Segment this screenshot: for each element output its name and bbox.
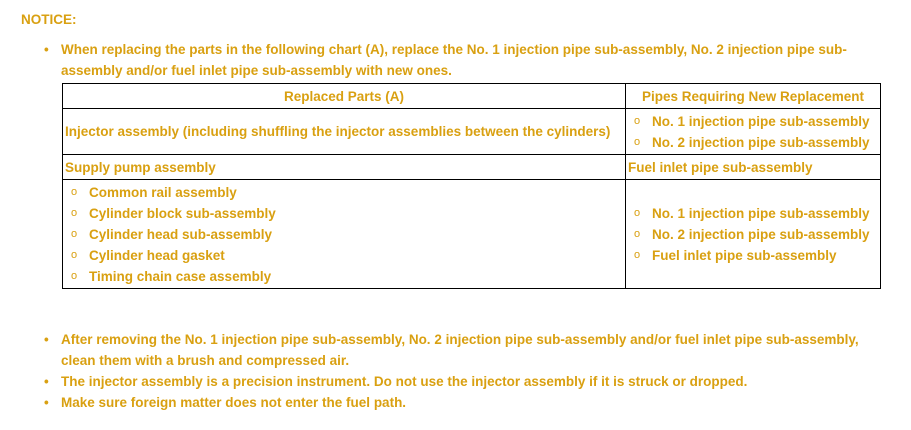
note-bullet: [44, 392, 884, 413]
note-text: The injector assembly is a precision instrument. Do not use the injector assembly if it is struck or dropped.: [61, 374, 748, 389]
list-item-text: Cylinder block sub-assembly: [89, 205, 276, 221]
circle-bullet-icon: o: [634, 206, 641, 219]
circle-bullet-icon: o: [71, 206, 78, 219]
list-item: [628, 111, 878, 132]
list-item-text: No. 2 injection pipe sub-assembly: [652, 134, 870, 150]
note-bullet: [44, 371, 884, 392]
list-item: [65, 182, 623, 203]
circle-bullet-icon: o: [634, 114, 641, 127]
note-text: Make sure foreign matter does not enter the fuel path.: [61, 395, 407, 410]
circle-bullet-icon: o: [634, 248, 641, 261]
list-item: [628, 224, 878, 245]
table-cell-pipes: [626, 180, 881, 289]
table-cell-parts: [63, 180, 626, 289]
note-line-2: clean them with a brush and compressed air.: [61, 353, 350, 368]
table-cell-pipes: [626, 109, 881, 155]
circle-bullet-icon: o: [71, 227, 78, 240]
list-item: [65, 266, 623, 287]
circle-bullet-icon: o: [634, 227, 641, 240]
list-item-text: No. 1 injection pipe sub-assembly: [652, 205, 870, 221]
pipe-list: [628, 203, 878, 266]
table-row: [63, 155, 881, 180]
replacement-chart: [62, 83, 881, 289]
list-item: [65, 245, 623, 266]
table-row: [63, 109, 881, 155]
list-item-text: No. 1 injection pipe sub-assembly: [652, 113, 870, 129]
table-header-row: [63, 84, 881, 109]
note-text: [61, 329, 881, 371]
list-item-text: Cylinder head gasket: [89, 247, 225, 263]
list-item-text: No. 2 injection pipe sub-assembly: [652, 226, 870, 242]
list-item-text: Cylinder head sub-assembly: [89, 226, 273, 242]
notice-title: NOTICE:: [21, 12, 77, 27]
table-row: [63, 180, 881, 289]
list-item-text: Timing chain case assembly: [89, 268, 272, 284]
bullet-icon: •: [44, 42, 49, 57]
note-line-1: After removing the No. 1 injection pipe sub-assembly, No. 2 injection pipe sub-assembly and/or fuel inlet pipe sub-assembly,: [61, 332, 859, 347]
intro-bullet: [44, 39, 874, 81]
note-bullet: [44, 329, 884, 371]
pipe-list: [628, 111, 878, 153]
bullet-icon: •: [44, 395, 49, 410]
parts-list: [65, 182, 623, 287]
circle-bullet-icon: o: [634, 135, 641, 148]
bullet-icon: •: [44, 332, 49, 347]
circle-bullet-icon: o: [71, 248, 78, 261]
intro-line-2: assembly and/or fuel inlet pipe sub-assembly with new ones.: [61, 63, 452, 78]
table-cell-part: Supply pump assembly: [63, 155, 626, 180]
table-cell-part: Injector assembly (including shuffling the injector assemblies between the cylinders): [63, 109, 626, 155]
intro-text: [61, 39, 871, 81]
list-item: [628, 203, 878, 224]
header-replaced-parts: Replaced Parts (A): [63, 84, 626, 109]
circle-bullet-icon: o: [71, 269, 78, 282]
list-item: [65, 224, 623, 245]
list-item-text: Common rail assembly: [89, 184, 237, 200]
list-item-text: Fuel inlet pipe sub-assembly: [652, 247, 837, 263]
table-cell-pipe: Fuel inlet pipe sub-assembly: [626, 155, 881, 180]
header-pipes-requiring-replacement: Pipes Requiring New Replacement: [626, 84, 881, 109]
intro-line-1: When replacing the parts in the following chart (A), replace the No. 1 injection pipe sub-assembly, No. 2 injection pipe sub-: [61, 42, 847, 57]
bullet-icon: •: [44, 374, 49, 389]
list-item: [65, 203, 623, 224]
list-item: [628, 245, 878, 266]
circle-bullet-icon: o: [71, 185, 78, 198]
list-item: [628, 132, 878, 153]
